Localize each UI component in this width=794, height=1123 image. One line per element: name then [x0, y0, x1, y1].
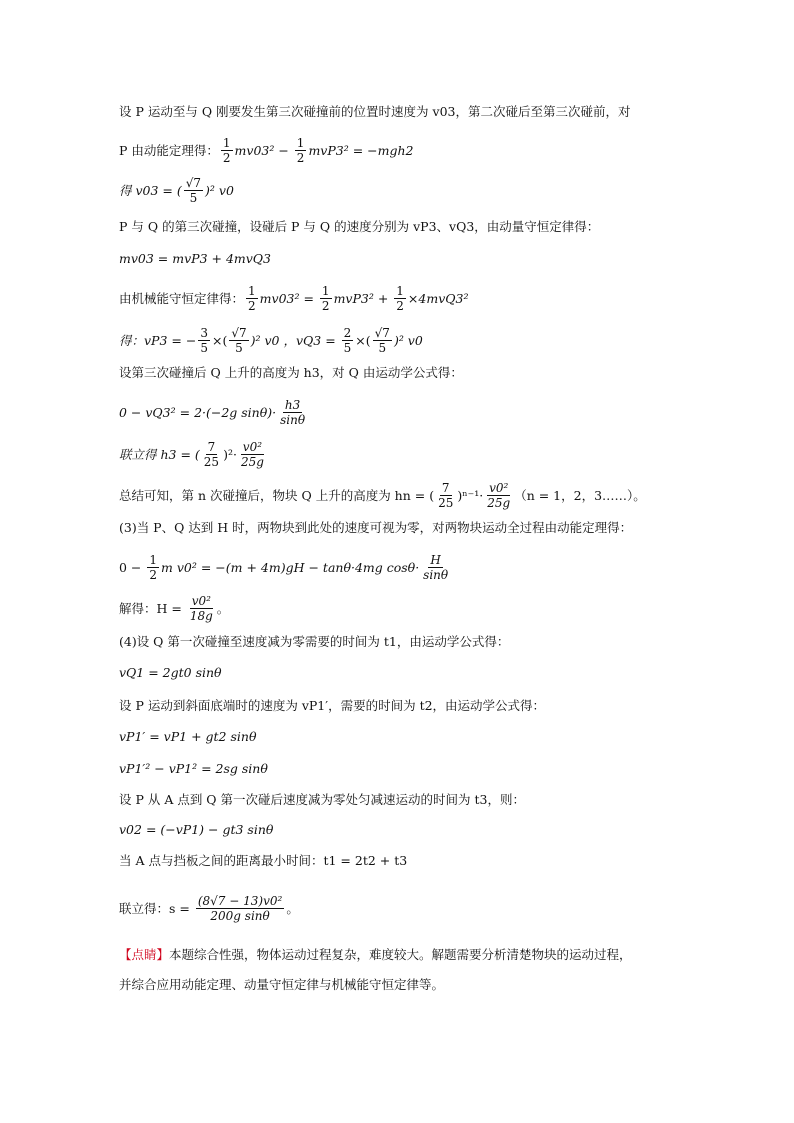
formula-part: )² v0 [393, 332, 423, 348]
fraction: $\frac{\text{(8√7 − 13)v0²}}{\text{200g sinθ}}$ [197, 894, 283, 923]
line-4 [119, 217, 599, 237]
line-12 [119, 518, 632, 538]
fraction-half: $\frac{1}{2}$ [222, 136, 231, 165]
text: 当 A 点与挡板之间的距离最小时间：t1 = 2t2 + t3 [119, 853, 408, 868]
formula-part: mv03² − [234, 142, 293, 158]
formula: vP1′² − vP1² = 2sg sinθ [119, 761, 268, 776]
formula-part: )ⁿ⁻¹· [457, 487, 484, 503]
formula-part: 0 − vQ3² = 2·(−2g sinθ)· [119, 404, 277, 420]
fraction-half: $\frac{1}{2}$ [396, 284, 404, 313]
formula-part: ×( [355, 332, 371, 348]
formula-part: ×4mvQ3² [407, 290, 469, 306]
line-11 [119, 481, 646, 510]
text: 本题综合性强，物体运动过程复杂，难度较大。解题需要分析清楚物块的运动过程， [169, 947, 632, 962]
formula-part: ×( [211, 332, 228, 348]
text: 设第三次碰撞后 Q 上升的高度为 h3，对 Q 由运动学公式得： [119, 365, 463, 380]
line-17 [119, 696, 545, 716]
text: 设 P 运动至与 Q 刚要发生第三次碰撞前的位置时速度为 v03，第二次碰后至第三次碰前，对 [119, 104, 631, 119]
line-3-v03 [119, 176, 234, 205]
line-18 [119, 727, 256, 747]
fraction: $\frac{\text{v0²}}{25g}$ [240, 440, 264, 469]
line-23 [119, 894, 299, 923]
formula-part: 得：vP3 = − [119, 332, 197, 348]
line-6-mech [119, 284, 468, 313]
comment-line-1 [119, 945, 632, 965]
text: 设 P 运动到斜面底端时的速度为 vP1′，需要的时间为 t2，由运动学公式得： [119, 698, 546, 713]
formula-part: )² v0 [205, 182, 234, 198]
line-7-result [119, 326, 423, 355]
line-22 [119, 851, 407, 871]
line-14 [119, 594, 229, 623]
formula-part: 联立得：s = [119, 900, 194, 916]
formula-part: 。 [286, 900, 299, 916]
formula-part: mv03² = [259, 290, 318, 306]
line-8 [119, 363, 463, 383]
text: (4)设 Q 第一次碰撞至速度减为零需要的时间为 t1，由运动学公式得： [119, 634, 510, 649]
comment-line-2 [119, 975, 444, 995]
fraction-half: $\frac{1}{2}$ [248, 284, 256, 313]
line-9 [119, 398, 309, 427]
fraction: $\frac{h3}{\sin\theta}$ [280, 398, 306, 427]
fraction: $\frac{3}{5}$ [200, 326, 208, 355]
line-15 [119, 632, 509, 652]
text: 并综合应用动能定理、动量守恒定律与机械能守恒定律等。 [119, 977, 445, 992]
formula: vP1′ = vP1 + gt2 sinθ [119, 729, 257, 744]
comment-tag: 【点睛】 [119, 947, 170, 962]
line-19 [119, 759, 268, 779]
fraction: $\frac{\text{v0²}}{18g}$ [189, 594, 213, 623]
fraction: $\frac{2}{5}$ [343, 326, 352, 355]
line-1 [119, 102, 631, 122]
line-20 [119, 790, 525, 810]
formula-part: mvP3² + [333, 290, 393, 306]
formula-part: 解得：H = [119, 600, 186, 616]
fraction-half: $\frac{1}{2}$ [149, 553, 158, 582]
fraction: $\frac{√7}{5}$ [231, 326, 247, 355]
fraction: $\frac{√7}{5}$ [374, 326, 390, 355]
fraction: $\frac{7}{25}$ [438, 481, 454, 510]
line-2-energy [119, 136, 413, 165]
formula-part: 联立得 h3 = ( [119, 446, 200, 462]
formula-part: 。 [216, 600, 230, 616]
formula: mv03 = mvP3 + 4mvQ3 [119, 251, 272, 266]
formula-part: 0 − [119, 559, 146, 575]
line-10 [119, 440, 268, 469]
formula-part: )²· [223, 446, 237, 462]
formula-part: )² v0 ，vQ3 = [250, 332, 340, 348]
text: 由机械能守恒定律得： [119, 290, 245, 306]
fraction-sqrt7-5: $\frac{√7}{5}$ [185, 176, 202, 205]
formula-part: 总结可知，第 n 次碰撞后，物块 Q 上升的高度为 hn = ( [119, 487, 435, 503]
line-5 [119, 249, 271, 269]
fraction: $\frac{H}{\sin\theta}$ [423, 553, 449, 582]
fraction: $\frac{7}{25}$ [203, 440, 220, 469]
text: (3)当 P、Q 达到 H 时，两物块到此处的速度可视为零，对两物块运动全过程由动能定理得： [119, 520, 633, 535]
line-13 [119, 553, 452, 582]
formula: vQ1 = 2gt0 sinθ [119, 665, 222, 680]
formula-part: m v0² = −(m + 4m)gH − tanθ·4mg cosθ· [161, 559, 420, 575]
text: 设 P 从 A 点到 Q 第一次碰后速度减为零处匀减速运动的时间为 t3，则： [119, 792, 525, 807]
formula-part: （n = 1，2，3……）。 [514, 487, 646, 503]
formula-part: mvP3² = −mgh2 [308, 142, 414, 158]
text: P 与 Q 的第三次碰撞，设碰后 P 与 Q 的速度分别为 vP3、vQ3，由动量守恒定律得： [119, 219, 600, 234]
formula-part: 得 v03 = ( [119, 182, 182, 198]
line-21 [119, 820, 273, 840]
formula: v02 = (−vP1) − gt3 sinθ [119, 822, 274, 837]
fraction-half: $\frac{1}{2}$ [321, 284, 330, 313]
line-16 [119, 663, 222, 683]
text: P 由动能定理得： [119, 142, 219, 158]
fraction-half: $\frac{1}{2}$ [296, 136, 305, 165]
fraction: $\frac{\text{v0²}}{25g}$ [487, 481, 511, 510]
